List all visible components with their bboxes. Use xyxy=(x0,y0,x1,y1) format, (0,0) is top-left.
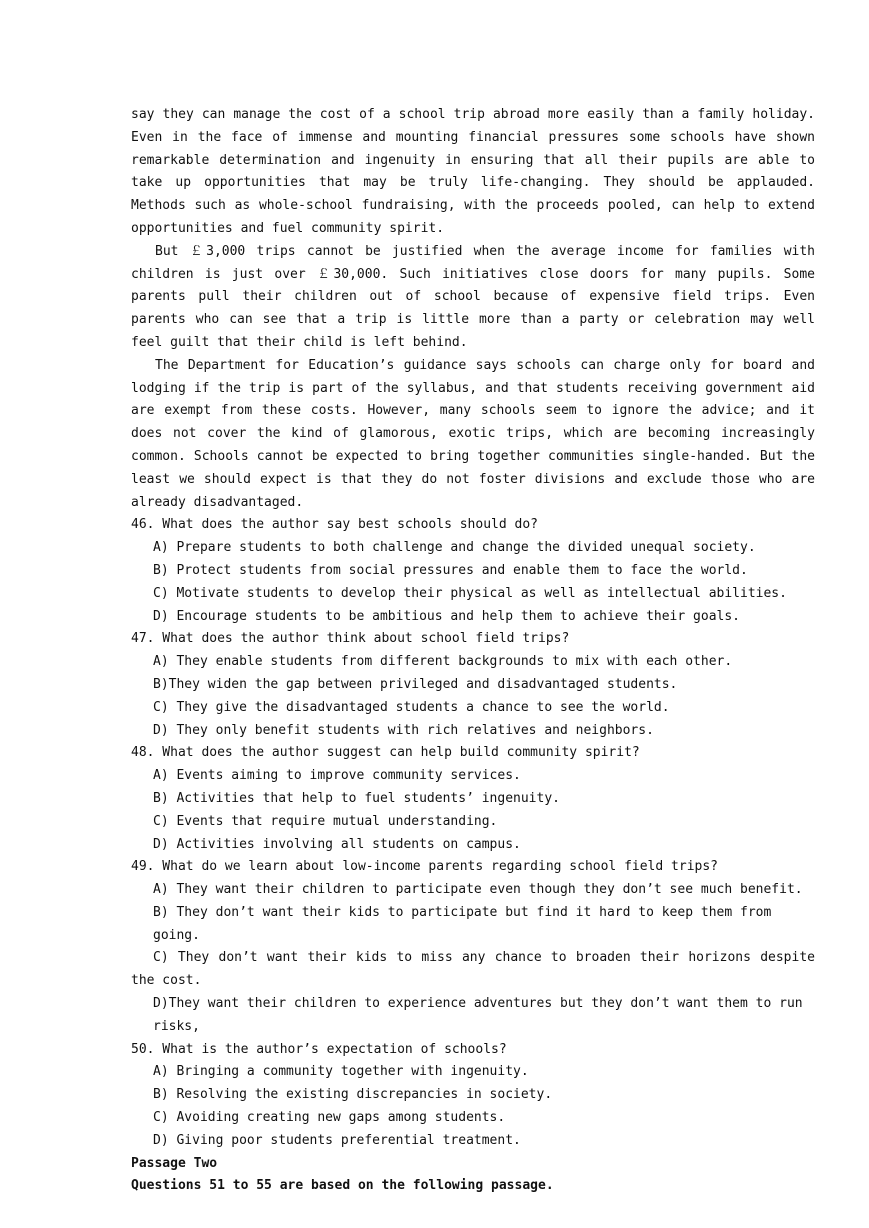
question-48 xyxy=(131,742,815,856)
question-stem: 50. What is the author’s expectation of schools? xyxy=(131,1041,507,1057)
answer-option-b: B) They don’t want their kids to participate but find it hard to keep them from going. xyxy=(153,904,772,943)
question-stem: 46. What does the author say best schools should do? xyxy=(131,517,538,533)
answer-option-c: C) They give the disadvantaged students a chance to see the world. xyxy=(153,699,670,715)
answer-option-d: D)They want their children to experience adventures but they don’t want them to run risks, xyxy=(153,996,803,1034)
answer-option-a: A) Events aiming to improve community services. xyxy=(153,768,521,784)
answer-option-d: D) They only benefit students with rich relatives and neighbors. xyxy=(153,722,654,738)
answer-option-c: C) Motivate students to develop their physical as well as intellectual abilities. xyxy=(153,585,787,601)
answer-option-c: C) Avoiding creating new gaps among students. xyxy=(153,1110,506,1126)
answer-option-a: A) They enable students from different backgrounds to mix with each other. xyxy=(153,654,733,670)
answer-option-a: A) They want their children to participate even though they don’t see much benefit. xyxy=(153,882,803,898)
answer-option-b: B) Resolving the existing discrepancies in society. xyxy=(153,1087,553,1103)
passage-paragraph-3: The Department for Education’s guidance says schools can charge only for board and lodging if the trip is part of the syllabus, and that students receiving government aid are exempt from these costs. However, many schools seem to ignore the advice; and it does not cover the kind of glamorous, exotic trips, which are becoming increasingly common. Schools cannot be expected to bring together communities single-handed. But the least we should expect is that they do not foster divisions and exclude those who are already disadvantaged. xyxy=(131,357,815,510)
document-page xyxy=(131,104,815,1198)
question-stem: 49. What do we learn about low-income parents regarding school field trips? xyxy=(131,859,718,875)
question-stem: 48. What does the author suggest can help build community spirit? xyxy=(131,745,640,761)
section-title: Passage Two xyxy=(131,1155,218,1171)
question-stem: 47. What does the author think about school field trips? xyxy=(131,631,570,647)
answer-option-c: C) Events that require mutual understanding. xyxy=(153,813,498,829)
answer-option-a: A) Bringing a community together with ingenuity. xyxy=(153,1064,529,1080)
answer-option-a: A) Prepare students to both challenge and change the divided unequal society. xyxy=(153,540,756,556)
answer-option-d: D) Giving poor students preferential treatment. xyxy=(153,1132,521,1148)
question-47 xyxy=(131,628,815,742)
answer-option-c: C) They don’t want their kids to miss any chance to broaden their horizons despite the cost. xyxy=(131,950,815,989)
question-46 xyxy=(131,514,815,628)
answer-option-d: D) Activities involving all students on campus. xyxy=(153,836,521,852)
answer-option-d: D) Encourage students to be ambitious and help them to achieve their goals. xyxy=(153,608,740,624)
answer-option-b: B) Protect students from social pressures and enable them to face the world. xyxy=(153,562,748,578)
question-49 xyxy=(131,856,815,1038)
question-50 xyxy=(131,1039,815,1153)
answer-option-b: B)They widen the gap between privileged and disadvantaged students. xyxy=(153,676,678,692)
answer-option-b: B) Activities that help to fuel students’ ingenuity. xyxy=(153,790,560,806)
passage-paragraph-1: say they can manage the cost of a school trip abroad more easily than a family holiday. Even in the face of immense and mounting financial pressures some schools have shown remarkable determination and ingenuity in ensuring that all their pupils are able to take up opportunities that may be truly life-changing. They should be applauded. Methods such as whole-school fundraising, with the proceeds pooled, can help to extend opportunities and fuel community spirit. xyxy=(131,107,815,236)
section-instruction: Questions 51 to 55 are based on the following passage. xyxy=(131,1178,554,1194)
passage-paragraph-2: But ￡3,000 trips cannot be justified when the average income for families with children is just over ￡30,000. Such initiatives close doors for many pupils. Some parents pull their children out of school because of expensive field trips. Even parents who can see that a trip is little more than a party or celebration may well feel guilt that their child is left behind. xyxy=(131,243,815,350)
